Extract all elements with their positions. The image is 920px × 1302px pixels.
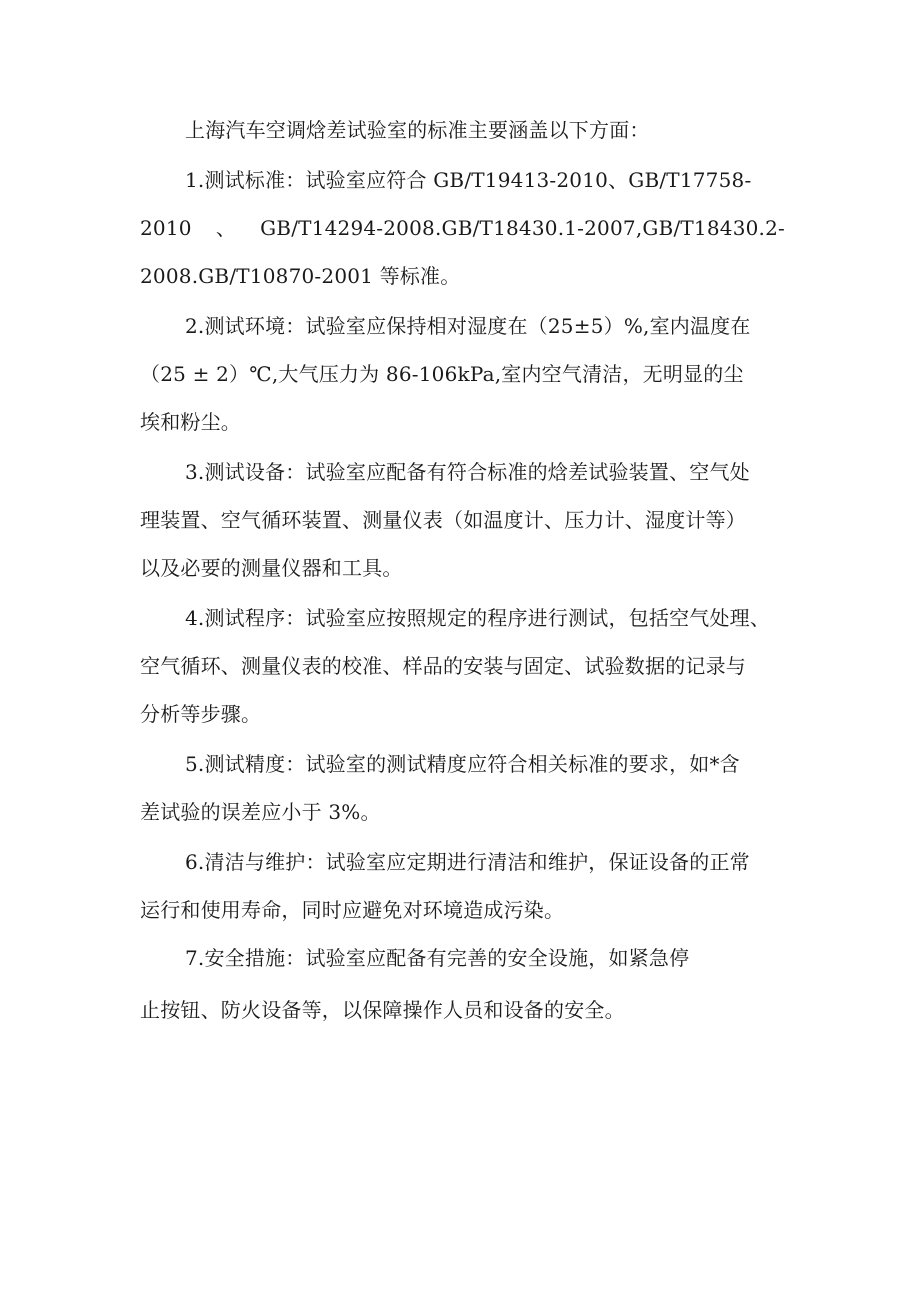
item1-line2-part-a: 2010 — [140, 216, 192, 240]
item2-line3: 埃和粉尘。 — [140, 410, 241, 434]
item1-line2-part-b: 、 — [215, 216, 237, 240]
item2-line1: 2.测试环境：试验室应保持相对湿度在（25±5）%,室内温度在 — [185, 314, 751, 338]
item6-line1: 6.清洁与维护：试验室应定期进行清洁和维护，保证设备的正常 — [185, 850, 750, 874]
item4-line2: 空气循环、测量仪表的校准、样品的安装与固定、试验数据的记录与 — [140, 654, 746, 678]
item1-line1: 1.测试标准：试验室应符合 GB/T19413-2010、GB/T17758- — [185, 168, 752, 192]
item1-line3: 2008.GB/T10870-2001 等标准。 — [140, 264, 461, 288]
intro-paragraph: 上海汽车空调焓差试验室的标准主要涵盖以下方面： — [185, 118, 650, 142]
item1-line2-part-c: GB/T14294-2008.GB/T18430.1-2007,GB/T18430.2- — [260, 216, 785, 240]
item2-line2: （25 ± 2）℃,大气压力为 86-106kPa,室内空气清洁，无明显的尘 — [140, 362, 744, 386]
item7-line2: 止按钮、防火设备等，以保障操作人员和设备的安全。 — [140, 998, 625, 1022]
item3-line2: 理装置、空气循环装置、测量仪表（如温度计、压力计、湿度计等） — [140, 508, 746, 532]
item1-line2 — [140, 216, 785, 240]
item4-line3: 分析等步骤。 — [140, 702, 262, 726]
item3-line1: 3.测试设备：试验室应配备有符合标准的焓差试验装置、空气处 — [185, 460, 750, 484]
item5-line2: 差试验的误差应小于 3%。 — [140, 800, 381, 824]
item3-line3: 以及必要的测量仪器和工具。 — [140, 556, 403, 580]
item5-line1: 5.测试精度：试验室的测试精度应符合相关标准的要求，如*含 — [185, 752, 740, 776]
item7-line1: 7.安全措施：试验室应配备有完善的安全设施，如紧急停 — [185, 946, 690, 970]
item4-line1: 4.测试程序：试验室应按照规定的程序进行测试，包括空气处理、 — [185, 606, 771, 630]
item6-line2: 运行和使用寿命，同时应避免对环境造成污染。 — [140, 898, 565, 922]
